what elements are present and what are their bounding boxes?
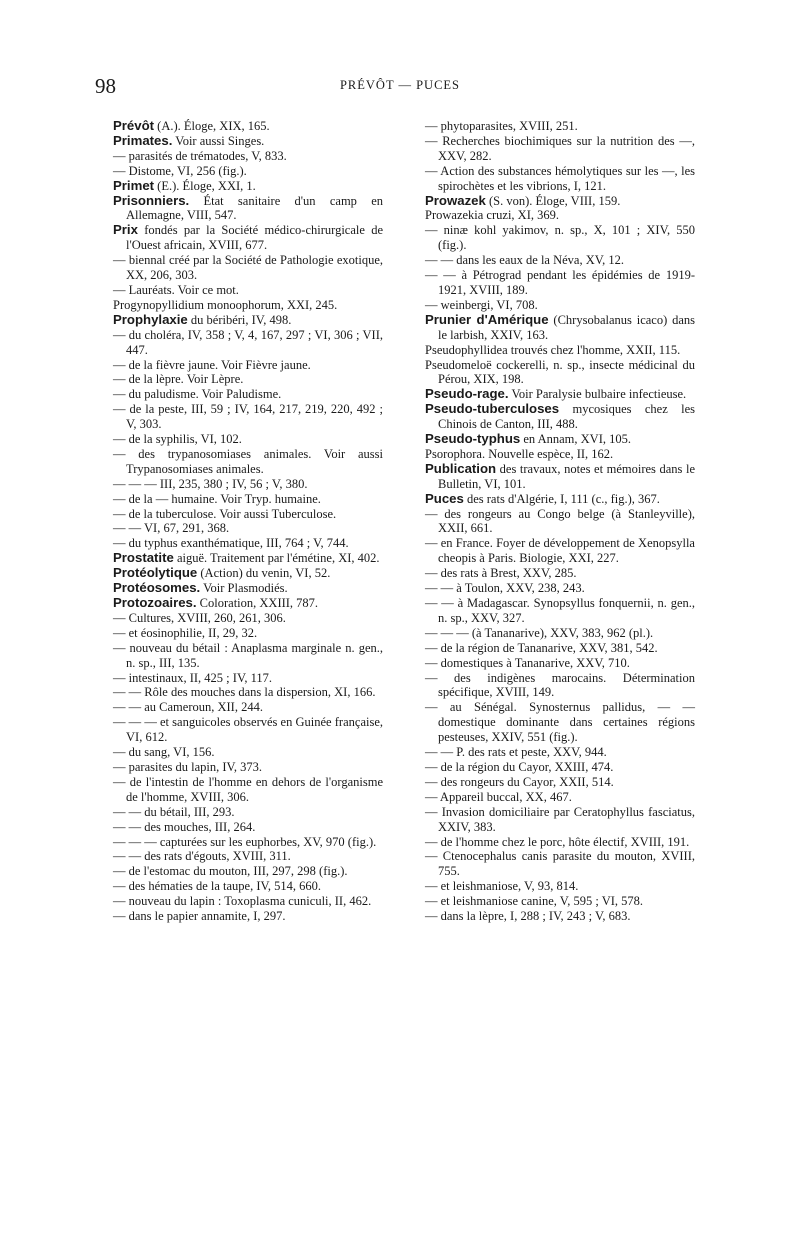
index-entry — [113, 551, 383, 566]
index-entry — [113, 447, 383, 477]
index-entry-text: — Action des substances hémolytiques sur les —, les spirochètes et les vibrions, I, 121. — [425, 163, 695, 193]
index-entry — [113, 745, 383, 760]
index-entry — [425, 790, 695, 805]
index-entry — [113, 328, 383, 358]
index-entry-text: — nouveau du bétail : Anaplasma marginale n. gen., n. sp., III, 135. — [113, 640, 383, 670]
index-entry-text: Coloration, XXIII, 787. — [196, 596, 319, 610]
index-headword: Prunier d'Amérique — [425, 311, 549, 327]
index-entry-text: — — à Toulon, XXV, 238, 243. — [425, 581, 585, 596]
index-entry-text: — — des mouches, III, 264. — [113, 819, 256, 834]
index-entry — [113, 566, 383, 581]
index-entry-text: — de l'estomac du mouton, III, 297, 298 (fig.). — [113, 864, 348, 879]
index-entry — [113, 194, 383, 224]
index-entry-text: — — — et sanguicoles observés en Guinée française, VI, 612. — [113, 715, 383, 745]
index-entry — [113, 253, 383, 283]
index-entry-text: — et leishmaniose canine, V, 595 ; VI, 578. — [425, 894, 644, 909]
index-entry — [425, 700, 695, 745]
index-headword: Pseudo-typhus — [425, 431, 521, 447]
index-entry — [425, 775, 695, 790]
index-headword: Prostatite — [113, 550, 174, 566]
index-entry — [425, 626, 695, 641]
index-entry-text: — des rongeurs du Cayor, XXII, 514. — [425, 774, 614, 789]
index-entry — [113, 820, 383, 835]
index-entry — [425, 849, 695, 879]
index-entry — [113, 879, 383, 894]
index-headword: Prisonniers. — [113, 192, 190, 208]
index-entry-text: — nouveau du lapin : Toxoplasma cuniculi, II, 462. — [113, 894, 372, 909]
index-entry-text: Voir Paralysie bulbaire infectieuse. — [508, 387, 687, 402]
index-entry — [425, 641, 695, 656]
index-headword: Pseudo-rage. — [425, 386, 509, 402]
index-entry — [425, 402, 695, 432]
index-entry — [113, 358, 383, 373]
index-entry-text: en Annam, XVI, 105. — [520, 432, 631, 447]
index-entry-text: — — VI, 67, 291, 368. — [113, 521, 230, 536]
index-entry-text: — du choléra, IV, 358 ; V, 4, 167, 297 ; VI, 306 ; VII, 447. — [113, 327, 383, 357]
index-entry-text: — Recherches biochimiques sur la nutrition des —, XXV, 282. — [425, 133, 695, 163]
index-entry-text: — Distome, VI, 256 (fig.). — [113, 163, 247, 178]
index-entry — [113, 298, 383, 313]
index-entry-text: — — — capturées sur les euphorbes, XV, 970 (fig.). — [113, 834, 377, 849]
index-entry-text: — phytoparasites, XVIII, 251. — [425, 119, 578, 133]
index-entry-text: — et éosinophilie, II, 29, 32. — [113, 625, 258, 640]
index-entry — [425, 134, 695, 164]
index-entry — [113, 179, 383, 194]
index-entry-text: — du sang, VI, 156. — [113, 745, 215, 760]
page-number: 98 — [95, 74, 116, 98]
index-entry-text: — — à Madagascar. Synopsyllus fonquernii, n. gen., n. sp., XXV, 327. — [425, 596, 695, 625]
index-headword: Prix — [113, 222, 138, 238]
index-entry — [113, 223, 383, 253]
index-entry-text: — — — III, 235, 380 ; IV, 56 ; V, 380. — [113, 476, 308, 491]
index-entry — [425, 253, 695, 268]
index-entry — [113, 119, 383, 134]
index-entry — [113, 760, 383, 775]
index-entry-text: — des rongeurs au Congo belge (à Stanleyville), XXII, 661. — [425, 506, 695, 536]
index-entry — [425, 447, 695, 462]
index-entry — [425, 805, 695, 835]
index-entry-text: — de la lèpre. Voir Lèpre. — [113, 372, 244, 387]
index-headword: Primates. — [113, 132, 173, 148]
index-entry — [425, 835, 695, 850]
index-headword: Prowazek — [425, 192, 486, 208]
index-entry — [113, 849, 383, 864]
index-entry-text: — au Sénégal. Synosternus pallidus, — — domestique dominante dans certaines régions pesteuses, XXIV, 551 (fig.). — [425, 700, 695, 745]
index-entry — [113, 164, 383, 179]
index-entry-text: — des rats à Brest, XXV, 285. — [425, 566, 577, 581]
index-entry — [113, 432, 383, 447]
index-entry — [425, 358, 695, 388]
index-entry — [425, 343, 695, 358]
index-entry — [113, 611, 383, 626]
index-entry — [113, 387, 383, 402]
index-entry — [113, 909, 383, 924]
index-entry-text: Voir aussi Singes. — [172, 133, 265, 148]
index-headword: Protéosomes. — [113, 580, 201, 596]
index-entry-text: mycosiques chez les Chinois de Canton, III, 488. — [438, 402, 695, 432]
index-entry-text: du béribéri, IV, 498. — [187, 312, 292, 327]
index-entry-text: Progynopyllidium monoophorum, XXI, 245. — [113, 297, 338, 312]
index-entry — [425, 566, 695, 581]
index-entry-text: — des indigènes marocains. Détermination spécifique, XVIII, 149. — [425, 670, 695, 700]
index-entry-text: — des hématies de la taupe, IV, 514, 660. — [113, 879, 322, 894]
index-entry-text: — — au Cameroun, XII, 244. — [113, 700, 263, 715]
index-entry-text: — parasites du lapin, IV, 373. — [113, 759, 263, 774]
index-entry-text: — — des rats d'égouts, XVIII, 311. — [113, 849, 291, 864]
index-entry — [425, 313, 695, 343]
index-entry-text: — biennal créé par la Société de Pathologie exotique, XX, 206, 303. — [113, 253, 383, 283]
index-headword: Puces — [425, 490, 464, 506]
index-entry — [113, 313, 383, 328]
index-entry-text: — des trypanosomiases animales. Voir aussi Trypanosomiases animales. — [113, 446, 383, 476]
running-head: PRÉVÔT — PUCES — [339, 78, 461, 92]
index-entry — [425, 656, 695, 671]
index-entry — [425, 879, 695, 894]
index-entry — [425, 432, 695, 447]
index-entry — [113, 626, 383, 641]
index-entry — [113, 536, 383, 551]
index-entry-text: — — du bétail, III, 293. — [113, 804, 235, 819]
index-entry — [425, 536, 695, 566]
index-entry-text: — de la — humaine. Voir Tryp. humaine. — [113, 491, 321, 506]
index-entry — [425, 581, 695, 596]
index-entry — [113, 149, 383, 164]
index-entry — [113, 492, 383, 507]
index-entry-text: Pseudophyllidea trouvés chez l'homme, XXII, 115. — [425, 342, 681, 357]
index-entry-text: Prowazekia cruzi, XI, 369. — [425, 208, 559, 223]
index-entry-text: — de la région de Tananarive, XXV, 381, 542. — [425, 640, 658, 655]
index-entry — [425, 492, 695, 507]
index-entry-text: — du paludisme. Voir Paludisme. — [113, 387, 282, 402]
index-entry-text: — — — (à Tananarive), XXV, 383, 962 (pl.). — [425, 625, 654, 640]
index-entry-text: — Lauréats. Voir ce mot. — [113, 282, 239, 297]
index-entry — [425, 909, 695, 924]
index-entry-text: — de la tuberculose. Voir aussi Tuberculose. — [113, 506, 337, 521]
index-entry — [113, 715, 383, 745]
index-entry-text: — en France. Foyer de développement de Xenopsylla cheopis à Paris. Biologie, XXI, 227. — [425, 536, 695, 566]
index-entry-text: — parasités de trématodes, V, 833. — [113, 148, 287, 163]
index-entry — [425, 164, 695, 194]
index-entry-text: — de la région du Cayor, XXIII, 474. — [425, 759, 614, 774]
index-entry — [425, 223, 695, 253]
index-entry-text: — — Rôle des mouches dans la dispersion, XI, 166. — [113, 685, 376, 700]
index-headword: Pseudo-tuberculoses — [425, 401, 560, 417]
index-entry-text: — weinbergi, VI, 708. — [425, 297, 538, 312]
index-entry-text: — — dans les eaux de la Néva, XV, 12. — [425, 253, 625, 268]
index-entry — [425, 507, 695, 537]
index-entry-text: Pseudomeloë cockerelli, n. sp., insecte médicinal du Pérou, XIX, 198. — [425, 357, 695, 387]
index-entry-text: — ninæ kohl yakimov, n. sp., X, 101 ; XIV, 550 (fig.). — [425, 223, 695, 253]
index-entry — [425, 596, 695, 626]
index-entry — [425, 894, 695, 909]
index-entry — [113, 685, 383, 700]
index-entry — [425, 268, 695, 298]
index-entry-text: (E.). Éloge, XXI, 1. — [154, 178, 256, 193]
index-entry-text: (Action) du venin, VI, 52. — [197, 566, 331, 581]
index-entry-text: — du typhus exanthématique, III, 764 ; V, 744. — [113, 536, 349, 551]
index-entry — [113, 596, 383, 611]
index-headword: Prévôt — [113, 118, 155, 133]
index-entry-text: — et leishmaniose, V, 93, 814. — [425, 879, 579, 894]
index-entry-text: (S. von). Éloge, VIII, 159. — [485, 193, 621, 208]
index-entry-text: (A.). Éloge, XIX, 165. — [154, 119, 270, 133]
index-entry — [113, 402, 383, 432]
index-entry — [425, 462, 695, 492]
index-entry — [425, 671, 695, 701]
index-entry — [113, 775, 383, 805]
index-entry-text: — de la fièvre jaune. Voir Fièvre jaune. — [113, 357, 311, 372]
index-entry — [113, 864, 383, 879]
index-entry-text: — Ctenocephalus canis parasite du mouton, XVIII, 755. — [425, 849, 695, 879]
index-entry-text: — de la peste, III, 59 ; IV, 164, 217, 219, 220, 492 ; V, 303. — [113, 402, 383, 432]
index-entry — [425, 208, 695, 223]
index-column-right — [425, 119, 695, 924]
index-entry — [113, 671, 383, 686]
index-entry — [113, 805, 383, 820]
index-entry-text: aiguë. Traitement par l'émétine, XI, 402. — [173, 551, 380, 566]
index-entry-text: fondés par la Société médico-chirurgicale de l'Ouest africain, XVIII, 677. — [126, 223, 383, 253]
index-entry-text: — de l'homme chez le porc, hôte électif, XVIII, 191. — [425, 834, 690, 849]
index-headword: Publication — [425, 460, 497, 476]
index-entry-text: — intestinaux, II, 425 ; IV, 117. — [113, 670, 273, 685]
index-entry-text: — domestiques à Tananarive, XXV, 710. — [425, 655, 630, 670]
index-entry — [113, 581, 383, 596]
index-entry-text: Voir Plasmodiés. — [200, 581, 288, 596]
index-headword: Protozoaires. — [113, 595, 197, 610]
index-entry — [113, 477, 383, 492]
index-entry — [425, 298, 695, 313]
index-entry — [113, 283, 383, 298]
index-entry-text: — Cultures, XVIII, 260, 261, 306. — [113, 610, 286, 625]
index-entry-text: — — P. des rats et peste, XXV, 944. — [425, 745, 607, 760]
index-entry — [425, 745, 695, 760]
index-entry-text: (Chrysobalanus icaco) dans le larbish, XXIV, 163. — [438, 312, 696, 342]
index-headword: Prophylaxie — [113, 311, 188, 327]
index-entry-text: des travaux, notes et mémoires dans le Bulletin, VI, 101. — [438, 461, 695, 491]
index-entry — [113, 507, 383, 522]
index-entry — [113, 894, 383, 909]
index-entry-text: — Invasion domiciliaire par Ceratophyllus fasciatus, XXIV, 383. — [425, 804, 695, 834]
index-entry — [113, 835, 383, 850]
index-column-left — [113, 119, 383, 924]
index-entry-text: des rats d'Algérie, I, 111 (c., fig.), 367. — [463, 491, 660, 506]
index-entry-text: Psorophora. Nouvelle espèce, II, 162. — [425, 446, 614, 461]
index-entry — [113, 700, 383, 715]
index-entry-text: — de la syphilis, VI, 102. — [113, 432, 242, 447]
index-entry — [425, 760, 695, 775]
index-entry-text: État sanitaire d'un camp en Allemagne, VIII, 547. — [126, 193, 383, 223]
index-entry — [113, 521, 383, 536]
index-headword: Primet — [113, 177, 155, 193]
index-entry — [113, 134, 383, 149]
index-entry-text: — de l'intestin de l'homme en dehors de l'organisme de l'homme, XVIII, 306. — [113, 774, 383, 804]
index-entry — [113, 641, 383, 671]
index-entry-text: — — à Pétrograd pendant les épidémies de 1919-1921, XVIII, 189. — [425, 268, 695, 297]
index-headword: Protéolytique — [113, 565, 198, 581]
index-entry-text: — dans la lèpre, I, 288 ; IV, 243 ; V, 683. — [425, 909, 631, 924]
index-entry — [113, 372, 383, 387]
index-entry-text: — Appareil buccal, XX, 467. — [425, 789, 572, 804]
index-entry — [425, 194, 695, 209]
index-entry — [425, 387, 695, 402]
index-entry-text: — dans le papier annamite, I, 297. — [113, 909, 286, 924]
index-entry — [425, 119, 695, 134]
